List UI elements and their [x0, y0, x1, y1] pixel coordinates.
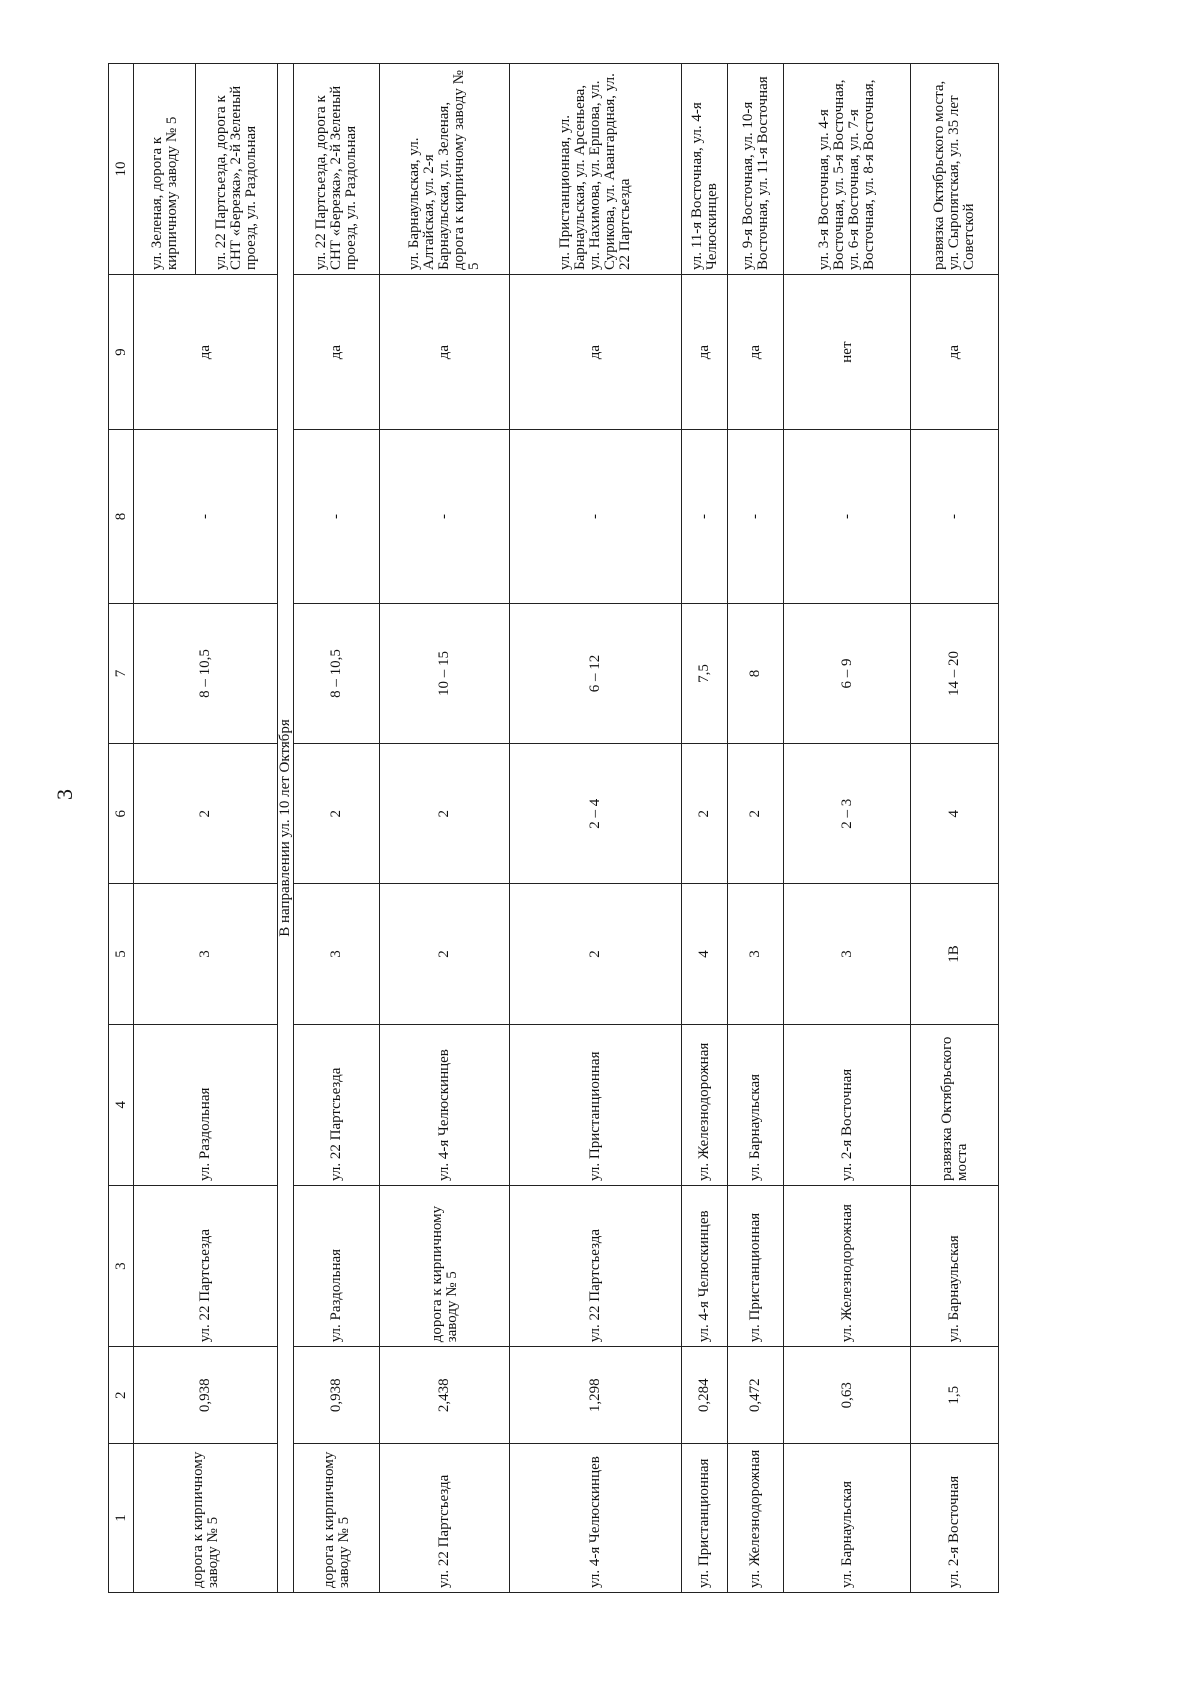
cell-lanes: 2: [380, 744, 510, 884]
cell-street: ул. Железнодорожная: [728, 1444, 784, 1593]
cell-col8: -: [380, 430, 510, 604]
cell-from: ул. Пристанционная: [728, 1185, 784, 1346]
cell-adjacent: ул. Барнаульская, ул. Алтайская, ул. 2-я Барнаульская, ул. Зеленая, дорога к кирпичному заводу № 5: [380, 64, 510, 275]
col-header: 4: [109, 1024, 134, 1185]
table-row: [728, 64, 784, 1593]
cell-col9: нет: [784, 275, 911, 430]
cell-col8: -: [294, 430, 380, 604]
cell-to: ул. 2-я Восточная: [784, 1024, 911, 1185]
section-row: [278, 64, 294, 1593]
table-row: [682, 64, 728, 1593]
cell-width: 7,5: [682, 603, 728, 743]
cell-street: ул. Барнаульская: [784, 1444, 911, 1593]
cell-street: ул. 22 Партсъезда: [380, 1444, 510, 1593]
col-header: 10: [109, 64, 134, 275]
cell-to: ул. Пристанционная: [510, 1024, 682, 1185]
cell-adjacent: ул. Зеленая, дорога к кирпичному заводу № 5: [134, 64, 196, 275]
cell-category: 3: [134, 884, 278, 1024]
col-header: 1: [109, 1444, 134, 1593]
table-row: [380, 64, 510, 1593]
cell-street: дорога к кирпичному заводу № 5: [294, 1444, 380, 1593]
cell-street: ул. Пристанционная: [682, 1444, 728, 1593]
cell-category: 3: [728, 884, 784, 1024]
cell-col8: -: [911, 430, 999, 604]
table-row: [134, 64, 196, 1593]
col-header: 8: [109, 430, 134, 604]
cell-from: ул. 4-я Челюскинцев: [682, 1185, 728, 1346]
cell-category: 4: [682, 884, 728, 1024]
cell-lanes: 2: [728, 744, 784, 884]
cell-from: ул. Барнаульская: [911, 1185, 999, 1346]
cell-from: ул. 22 Партсъезда: [510, 1185, 682, 1346]
cell-adjacent: ул. Пристанционная, ул. Барнаульская, ул. Арсеньева, ул. Нахимова, ул. Ершова, ул. Сурикова, ул. Авангардная, ул. 22 Партсъезда: [510, 64, 682, 275]
cell-width: 10 – 15: [380, 603, 510, 743]
col-header: 2: [109, 1347, 134, 1444]
table-row: [510, 64, 682, 1593]
cell-col8: -: [134, 430, 278, 604]
cell-col9: да: [380, 275, 510, 430]
cell-length: 0,472: [728, 1347, 784, 1444]
cell-lanes: 2 – 4: [510, 744, 682, 884]
cell-width: 8: [728, 603, 784, 743]
cell-to: ул. Барнаульская: [728, 1024, 784, 1185]
table-row: [784, 64, 911, 1593]
cell-lanes: 2: [682, 744, 728, 884]
cell-to: ул. Раздольная: [134, 1024, 278, 1185]
cell-col9: да: [294, 275, 380, 430]
col-header: 3: [109, 1185, 134, 1346]
cell-col9: да: [911, 275, 999, 430]
cell-lanes: 2 – 3: [784, 744, 911, 884]
cell-col8: -: [728, 430, 784, 604]
cell-category: 3: [294, 884, 380, 1024]
cell-street: дорога к кирпичному заводу № 5: [134, 1444, 278, 1593]
cell-length: 0,63: [784, 1347, 911, 1444]
cell-col9: да: [134, 275, 278, 430]
cell-col9: да: [510, 275, 682, 430]
cell-length: 0,938: [134, 1347, 278, 1444]
cell-category: 3: [784, 884, 911, 1024]
table-row: [911, 64, 999, 1593]
cell-col8: -: [784, 430, 911, 604]
header-row: [109, 64, 134, 1593]
cell-width: 14 – 20: [911, 603, 999, 743]
cell-street: ул. 2-я Восточная: [911, 1444, 999, 1593]
cell-to: развязка Октябрьского моста: [911, 1024, 999, 1185]
cell-col9: да: [682, 275, 728, 430]
cell-street: ул. 4-я Челюскинцев: [510, 1444, 682, 1593]
col-header: 5: [109, 884, 134, 1024]
cell-width: 6 – 9: [784, 603, 911, 743]
page-number: 3: [52, 789, 77, 800]
col-header: 7: [109, 603, 134, 743]
cell-length: 1,298: [510, 1347, 682, 1444]
cell-category: 2: [510, 884, 682, 1024]
cell-length: 0,284: [682, 1347, 728, 1444]
cell-to: ул. Железнодорожная: [682, 1024, 728, 1185]
cell-to: ул. 4-я Челюскинцев: [380, 1024, 510, 1185]
cell-from: дорога к кирпичному заводу № 5: [380, 1185, 510, 1346]
cell-to: ул. 22 Партсъезда: [294, 1024, 380, 1185]
cell-lanes: 2: [134, 744, 278, 884]
cell-col8: -: [510, 430, 682, 604]
cell-from: ул. Железнодорожная: [784, 1185, 911, 1346]
col-header: 9: [109, 275, 134, 430]
cell-adjacent: ул. 3-я Восточная, ул. 4-я Восточная, ул. 5-я Восточная, ул. 6-я Восточная, ул. 7-я Восточная, ул. 8-я Восточная,: [784, 64, 911, 275]
cell-adjacent: ул. 11-я Восточная, ул. 4-я Челюскинцев: [682, 64, 728, 275]
cell-adjacent: ул. 22 Партсъезда, дорога к СНТ «Березка», 2-й Зеленый проезд, ул. Раздольная: [294, 64, 380, 275]
cell-width: 6 – 12: [510, 603, 682, 743]
cell-col9: да: [728, 275, 784, 430]
cell-col8: -: [682, 430, 728, 604]
table-row: [294, 64, 380, 1593]
cell-from: ул. 22 Партсъезда: [134, 1185, 278, 1346]
cell-width: 8 – 10,5: [134, 603, 278, 743]
cell-lanes: 4: [911, 744, 999, 884]
cell-adjacent: ул. 9-я Восточная, ул. 10-я Восточная, ул. 11-я Восточная: [728, 64, 784, 275]
cell-adjacent: ул. 22 Партсъезда, дорога к СНТ «Березка», 2-й Зеленый проезд, ул. Раздольная: [196, 64, 278, 275]
cell-lanes: 2: [294, 744, 380, 884]
roads-table: [108, 63, 999, 1593]
cell-width: 8 – 10,5: [294, 603, 380, 743]
section-title: В направлении ул. 10 лет Октября: [278, 64, 294, 1593]
col-header: 6: [109, 744, 134, 884]
cell-length: 1,5: [911, 1347, 999, 1444]
cell-category: 1В: [911, 884, 999, 1024]
cell-adjacent: развязка Октябрьского моста, ул. Сыропятская, ул. 35 лет Советской: [911, 64, 999, 275]
cell-length: 2,438: [380, 1347, 510, 1444]
cell-length: 0,938: [294, 1347, 380, 1444]
cell-from: ул. Раздольная: [294, 1185, 380, 1346]
cell-category: 2: [380, 884, 510, 1024]
rotated-table-wrapper: [108, 63, 1093, 1593]
